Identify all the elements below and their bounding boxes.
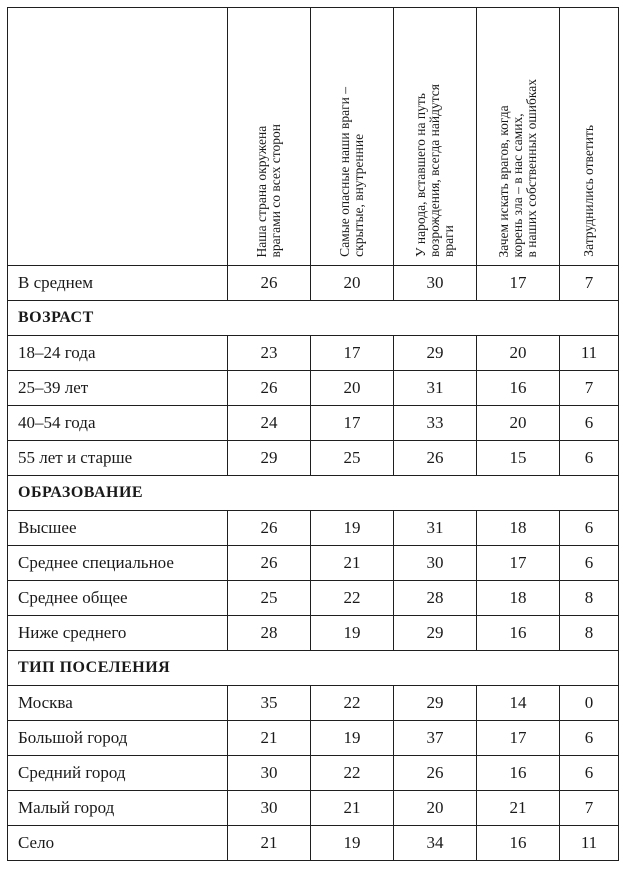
column-header-2: Самые опасные наши враги – скрытые, внутренние — [337, 87, 366, 257]
value-cell: 37 — [394, 721, 477, 756]
value-cell: 22 — [311, 756, 394, 791]
table-row — [8, 441, 619, 476]
value-cell: 30 — [228, 791, 311, 826]
value-cell: 22 — [311, 686, 394, 721]
value-cell: 20 — [311, 266, 394, 301]
value-cell: 22 — [311, 581, 394, 616]
row-label: Большой город — [8, 721, 228, 756]
value-cell: 19 — [311, 511, 394, 546]
column-header-3: У народа, вставшего на путь возрождения, всегда найдутся враги — [413, 84, 456, 257]
row-label: Высшее — [8, 511, 228, 546]
value-cell: 29 — [394, 616, 477, 651]
value-cell: 26 — [394, 756, 477, 791]
value-cell: 17 — [477, 721, 560, 756]
header-cell — [477, 8, 560, 266]
row-label: Средний город — [8, 756, 228, 791]
value-cell: 20 — [477, 336, 560, 371]
row-label: 40–54 года — [8, 406, 228, 441]
table-row — [8, 756, 619, 791]
value-cell: 21 — [228, 721, 311, 756]
value-cell: 24 — [228, 406, 311, 441]
value-cell: 26 — [228, 546, 311, 581]
value-cell: 21 — [311, 791, 394, 826]
table-row — [8, 721, 619, 756]
value-cell: 17 — [477, 546, 560, 581]
row-label: В среднем — [8, 266, 228, 301]
value-cell: 17 — [477, 266, 560, 301]
value-cell: 31 — [394, 371, 477, 406]
header-cell — [228, 8, 311, 266]
value-cell: 14 — [477, 686, 560, 721]
row-label: 18–24 года — [8, 336, 228, 371]
value-cell: 6 — [560, 511, 619, 546]
value-cell: 30 — [228, 756, 311, 791]
value-cell: 16 — [477, 371, 560, 406]
section-title: ТИП ПОСЕЛЕНИЯ — [8, 651, 619, 686]
value-cell: 21 — [477, 791, 560, 826]
table-row — [8, 581, 619, 616]
value-cell: 18 — [477, 511, 560, 546]
value-cell: 6 — [560, 441, 619, 476]
value-cell: 26 — [228, 511, 311, 546]
value-cell: 20 — [394, 791, 477, 826]
value-cell: 30 — [394, 266, 477, 301]
row-label: Среднее общее — [8, 581, 228, 616]
table-row — [8, 616, 619, 651]
value-cell: 7 — [560, 791, 619, 826]
value-cell: 28 — [394, 581, 477, 616]
value-cell: 25 — [228, 581, 311, 616]
value-cell: 7 — [560, 266, 619, 301]
value-cell: 25 — [311, 441, 394, 476]
value-cell: 8 — [560, 581, 619, 616]
value-cell: 29 — [228, 441, 311, 476]
value-cell: 8 — [560, 616, 619, 651]
row-label: 25–39 лет — [8, 371, 228, 406]
value-cell: 16 — [477, 756, 560, 791]
value-cell: 11 — [560, 826, 619, 861]
value-cell: 20 — [477, 406, 560, 441]
value-cell: 31 — [394, 511, 477, 546]
column-header-1: Наша страна окружена врагами со всех сторон — [254, 123, 283, 257]
header-cell — [394, 8, 477, 266]
table-row — [8, 686, 619, 721]
value-cell: 7 — [560, 371, 619, 406]
value-cell: 6 — [560, 756, 619, 791]
row-label: Ниже среднего — [8, 616, 228, 651]
table-row — [8, 791, 619, 826]
value-cell: 6 — [560, 721, 619, 756]
value-cell: 17 — [311, 406, 394, 441]
row-label: Среднее специальное — [8, 546, 228, 581]
value-cell: 26 — [228, 371, 311, 406]
value-cell: 20 — [311, 371, 394, 406]
section-header-settlement — [8, 651, 619, 686]
value-cell: 19 — [311, 616, 394, 651]
value-cell: 11 — [560, 336, 619, 371]
column-header-4: Зачем искать врагов, когда корень зла – в нас самих, в наших собственных ошибках — [496, 78, 539, 257]
value-cell: 26 — [394, 441, 477, 476]
table-row — [8, 511, 619, 546]
value-cell: 0 — [560, 686, 619, 721]
value-cell: 28 — [228, 616, 311, 651]
value-cell: 6 — [560, 546, 619, 581]
header-row — [8, 8, 619, 266]
section-title: ВОЗРАСТ — [8, 301, 619, 336]
section-header-age — [8, 301, 619, 336]
table-row — [8, 371, 619, 406]
value-cell: 34 — [394, 826, 477, 861]
value-cell: 23 — [228, 336, 311, 371]
table-row — [8, 546, 619, 581]
header-cell — [311, 8, 394, 266]
value-cell: 16 — [477, 826, 560, 861]
value-cell: 18 — [477, 581, 560, 616]
row-label: Село — [8, 826, 228, 861]
value-cell: 17 — [311, 336, 394, 371]
value-cell: 21 — [311, 546, 394, 581]
value-cell: 16 — [477, 616, 560, 651]
section-header-education — [8, 476, 619, 511]
table-row-average — [8, 266, 619, 301]
value-cell: 19 — [311, 826, 394, 861]
value-cell: 15 — [477, 441, 560, 476]
value-cell: 6 — [560, 406, 619, 441]
value-cell: 29 — [394, 336, 477, 371]
survey-table — [7, 7, 619, 861]
header-cell — [560, 8, 619, 266]
row-label: 55 лет и старше — [8, 441, 228, 476]
value-cell: 26 — [228, 266, 311, 301]
header-corner-cell — [8, 8, 228, 266]
value-cell: 35 — [228, 686, 311, 721]
value-cell: 33 — [394, 406, 477, 441]
table-row — [8, 336, 619, 371]
column-header-5: Затруднились ответить — [581, 125, 596, 257]
table-row — [8, 406, 619, 441]
value-cell: 19 — [311, 721, 394, 756]
row-label: Малый город — [8, 791, 228, 826]
section-title: ОБРАЗОВАНИЕ — [8, 476, 619, 511]
table-row — [8, 826, 619, 861]
value-cell: 30 — [394, 546, 477, 581]
row-label: Москва — [8, 686, 228, 721]
value-cell: 29 — [394, 686, 477, 721]
value-cell: 21 — [228, 826, 311, 861]
